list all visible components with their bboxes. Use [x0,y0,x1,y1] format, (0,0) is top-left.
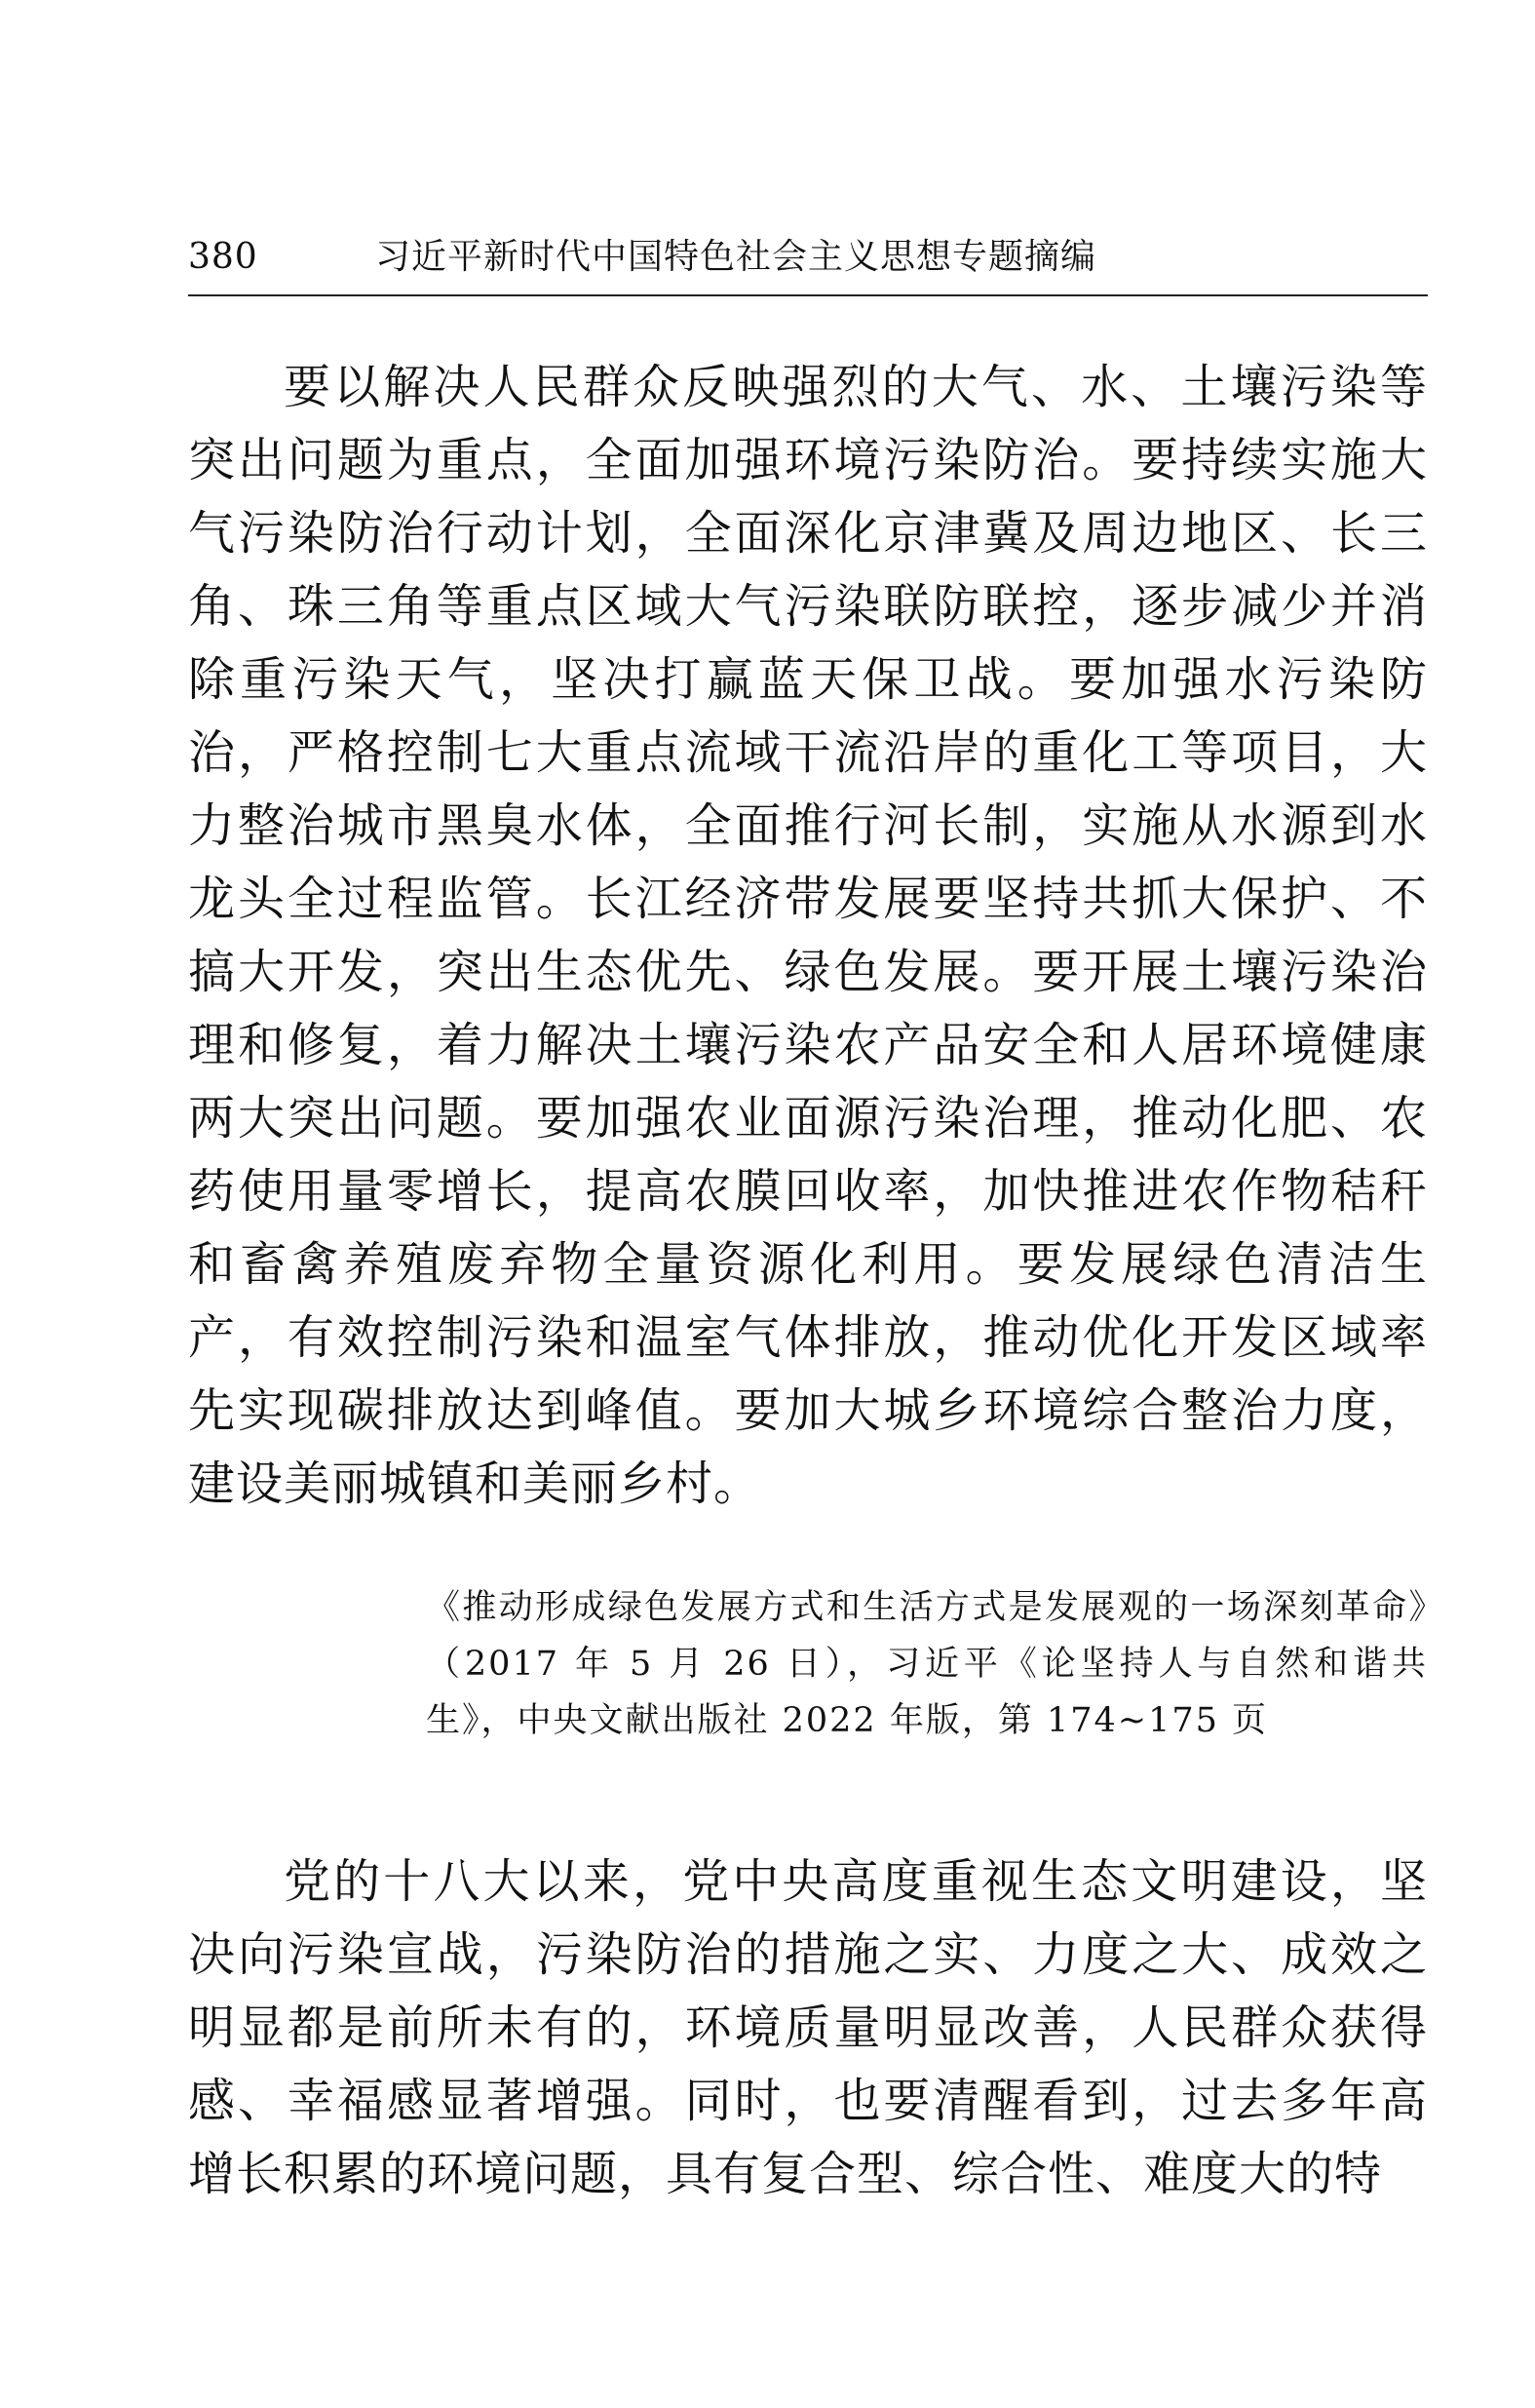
body-paragraph-2: 党的十八大以来，党中央高度重视生态文明建设，坚决向污染宣战，污染防治的措施之实、力度之大、成效之明显都是前所未有的，环境质量明显改善，人民群众获得感、幸福感显著增强。同时，也要清醒看到，过去多年高增长积累的环境问题，具有复合型、综合性、难度大的特 [188,1854,1428,2201]
page-header [188,224,1428,292]
header-rule [188,294,1428,296]
body-paragraph-1: 要以解决人民群众反映强烈的大气、水、土壤污染等突出问题为重点，全面加强环境污染防治。要持续实施大气污染防治行动计划，全面深化京津冀及周边地区、长三角、珠三角等重点区域大气污染联防联控，逐步减少并消除重污染天气，坚决打赢蓝天保卫战。要加强水污染防治，严格控制七大重点流域干流沿岸的重化工等项目，大力整治城市黑臭水体，全面推行河长制，实施从水源到水龙头全过程监管。长江经济带发展要坚持共抓大保护、不搞大开发，突出生态优先、绿色发展。要开展土壤污染治理和修复，着力解决土壤污染农产品安全和人居环境健康两大突出问题。要加强农业面源污染治理，推动化肥、农药使用量零增长，提高农膜回收率，加快推进农作物秸秆和畜禽养殖废弃物全量资源化利用。要发展绿色清洁生产，有效控制污染和温室气体排放，推动优化开发区域率先实现碳排放达到峰值。要加大城乡环境综合整治力度，建设美丽城镇和美丽乡村。 [188,360,1428,1511]
page-number: 380 [188,237,258,277]
running-title: 习近平新时代中国特色社会主义思想专题摘编 [375,237,1097,277]
source-citation: 《推动形成绿色发展方式和生活方式是发展观的一场深刻革命》（2017 年 5 月 26 日），习近平《论坚持人与自然和谐共生》，中央文献出版社 2022 年版，第 174~175 页 [426,1588,1428,1740]
